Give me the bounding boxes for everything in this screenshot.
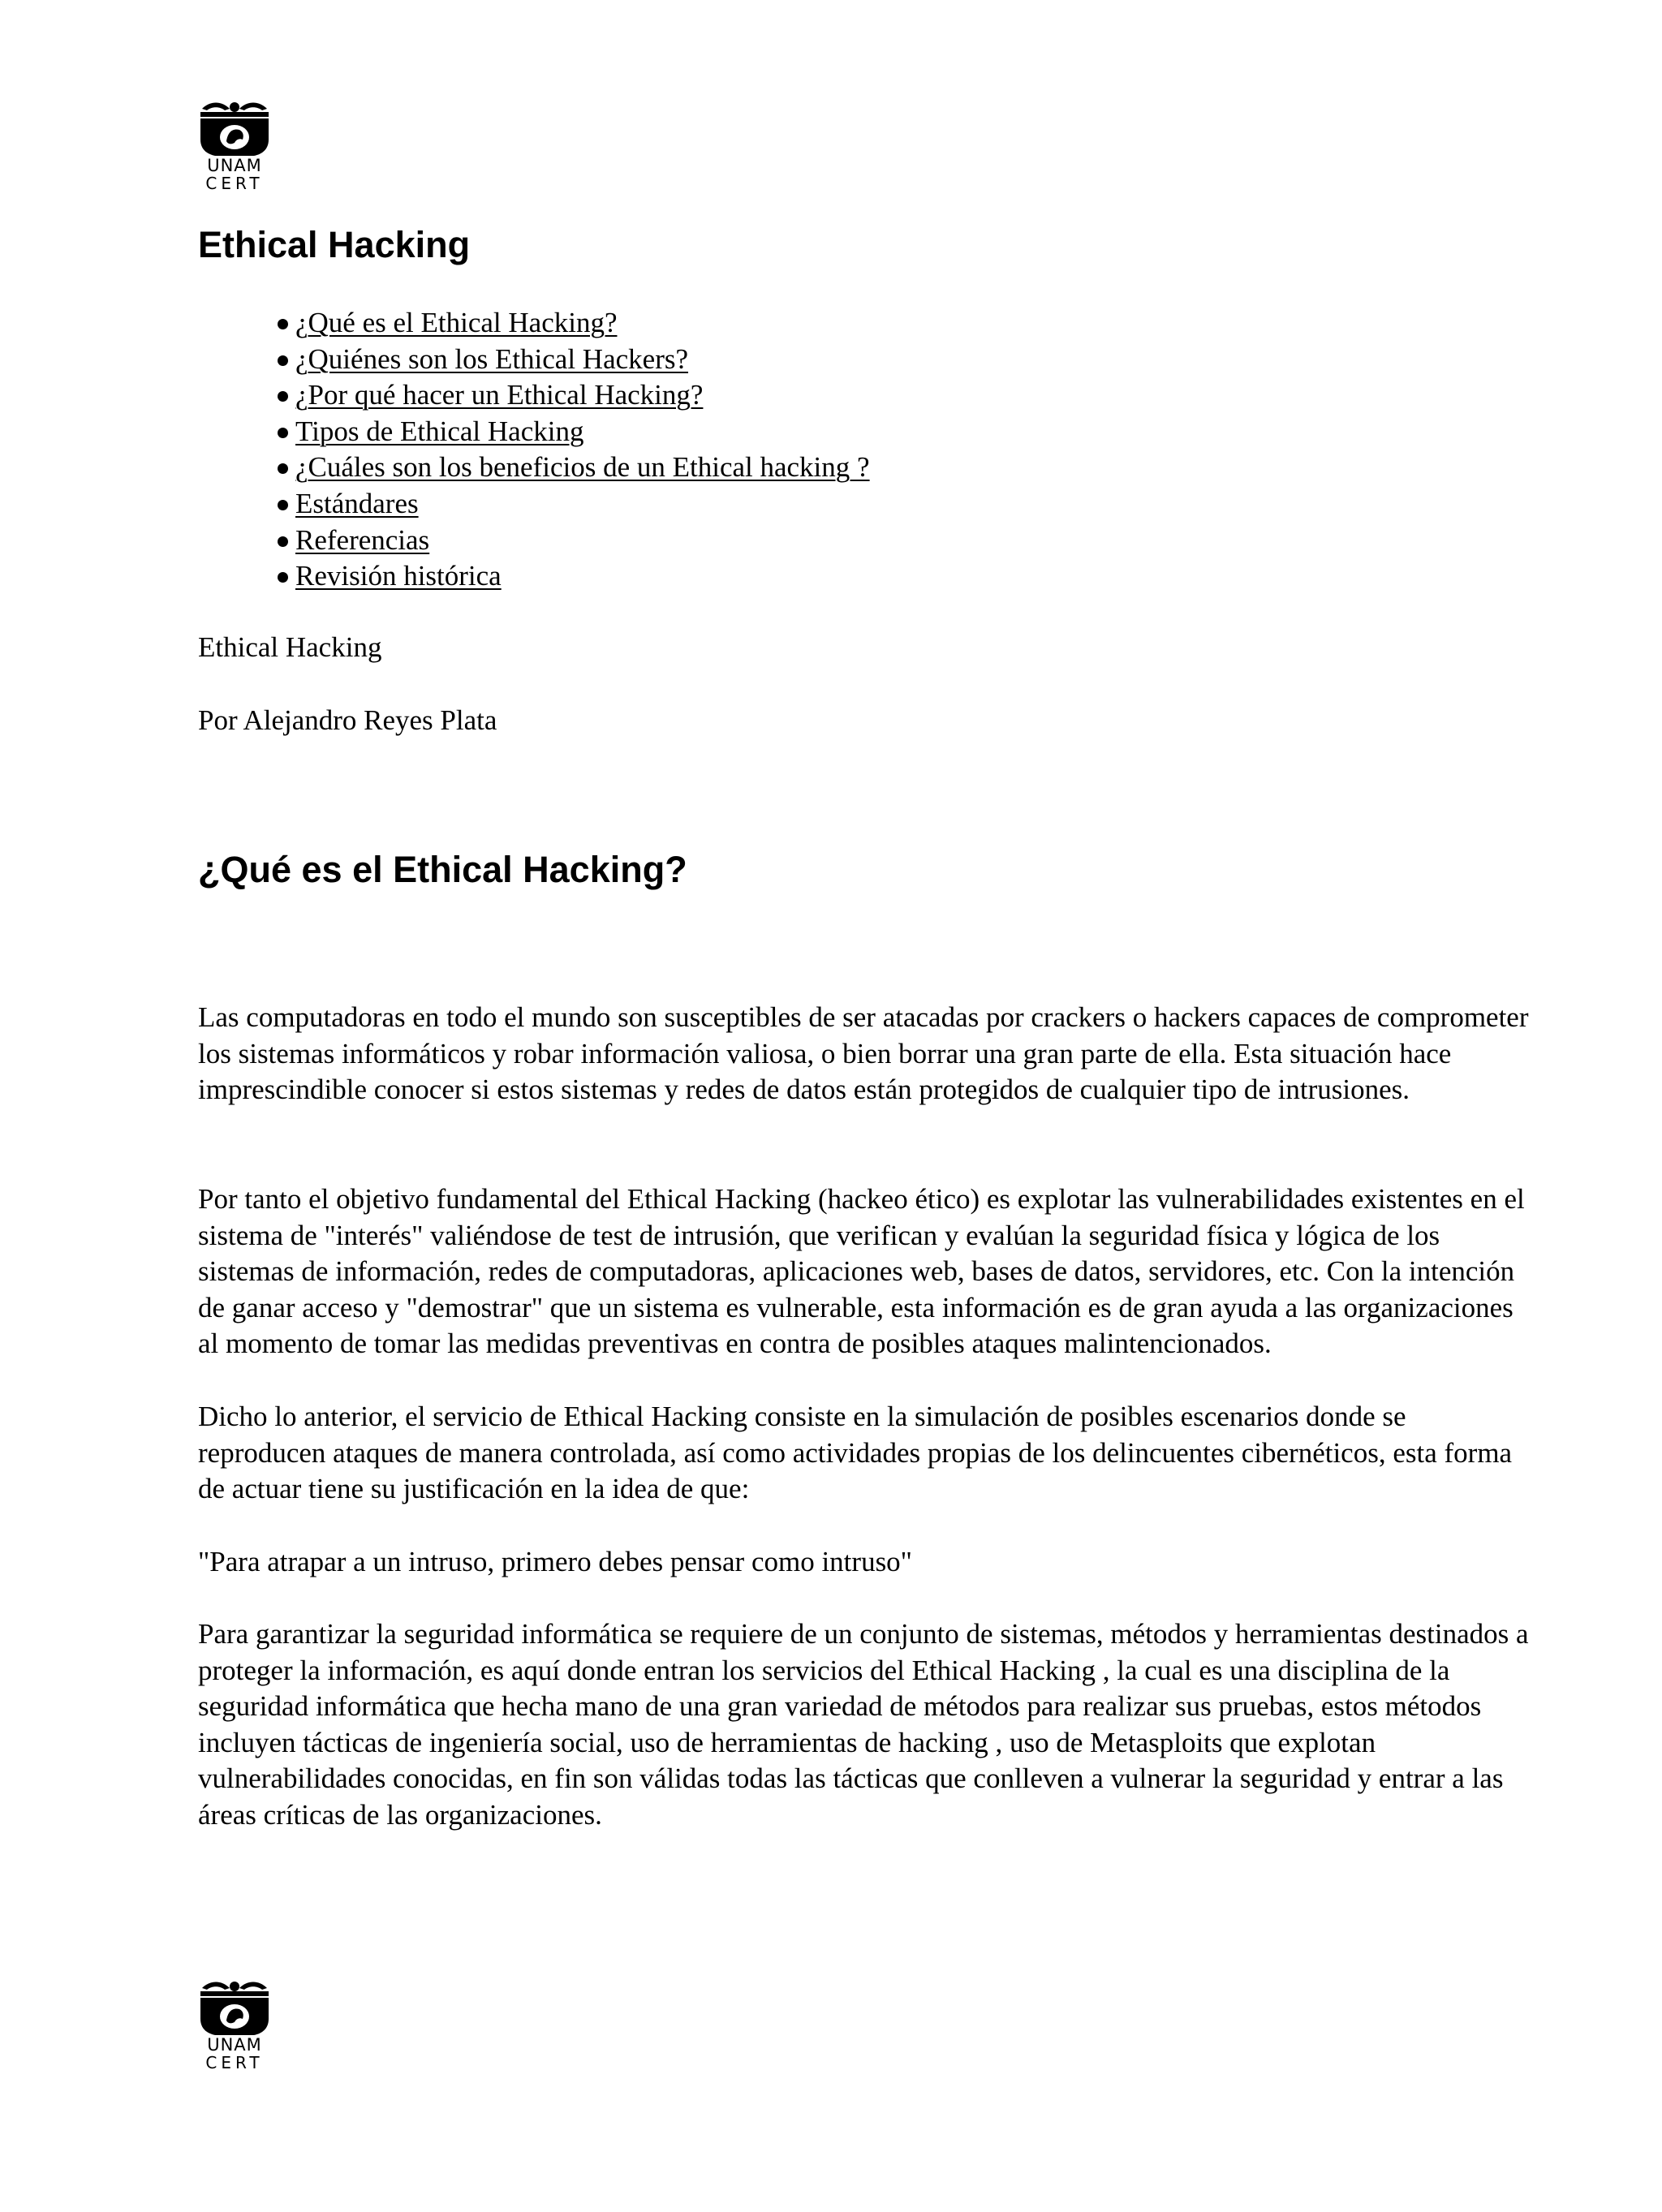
paragraph-3: Dicho lo anterior, el servicio de Ethical Hacking consiste en la simulación de posibles escenarios donde se reproducen ataques de manera controlada, así como actividades propias de los delincuentes cibernéticos, esta forma de actuar tiene su justificación en la idea de que:: [198, 1401, 1513, 1505]
unam-cert-emblem-icon: [197, 99, 272, 193]
unam-cert-emblem-icon: [197, 1978, 272, 2072]
toc-item: [276, 523, 870, 559]
toc-link-tipos[interactable]: Tipos de Ethical Hacking: [295, 415, 584, 447]
logo-text-cert: CERT: [205, 2053, 264, 2072]
document-subtitle: Ethical Hacking: [198, 631, 382, 663]
toc-link-revision-historica[interactable]: Revisión histórica: [295, 560, 502, 592]
toc-item: [276, 450, 870, 486]
logo-text-unam: UNAM: [207, 156, 262, 175]
paragraph-2: Por tanto el objetivo fundamental del Ethical Hacking (hackeo ético) es explotar las vulnerabilidades existentes en el sistema de "interés" valiéndose de test de intrusión, que verifican y evalúan la seguridad física y lógica de los sistemas de información, redes de computadoras, aplicaciones web, bases de datos, servidores, etc. Con la intención de ganar acceso y "demostrar" que un sistema es vulnerable, esta información es de gran ayuda a las organizaciones al momento de tomar las medidas preventivas en contra de posibles ataques malintencionados.: [198, 1183, 1525, 1360]
paragraph-4: Para garantizar la seguridad informática se requiere de un conjunto de sistemas, métodos y herramientas destinados a proteger la información, es aquí donde entran los servicios del Ethical Hacking , la cual es una disciplina de la seguridad informática que hecha mano de una gran variedad de métodos para realizar sus pruebas, estos métodos incluyen tácticas de ingeniería social, uso de herramientas de hacking , uso de Metasploits que explotan vulnerabilidades conocidas, en fin son válidas todas las tácticas que conlleven a vulnerar la seguridad y entrar a las áreas críticas de las organizaciones.: [198, 1618, 1529, 1831]
toc-item: [276, 486, 870, 523]
toc-link-estandares[interactable]: Estándares: [295, 487, 419, 519]
paragraph-1: Las computadoras en todo el mundo son susceptibles de ser atacadas por crackers o hackers capaces de comprometer los sistemas informáticos y robar información valiosa, o bien borrar una gran parte de ella. Esta situación hace imprescindible conocer si estos sistemas y redes de datos están protegidos de cualquier tipo de intrusiones.: [198, 1001, 1529, 1106]
logo-text-unam: UNAM: [207, 2035, 262, 2055]
toc-item: [276, 377, 870, 414]
unam-cert-logo-top: [197, 99, 272, 193]
section-heading-que-es: ¿Qué es el Ethical Hacking?: [198, 849, 687, 890]
toc-item: [276, 305, 870, 342]
page-title: Ethical Hacking: [198, 224, 471, 265]
toc-link-beneficios[interactable]: ¿Cuáles son los beneficios de un Ethical hacking ?: [295, 451, 870, 484]
toc-link-por-que[interactable]: ¿Por qué hacer un Ethical Hacking?: [295, 379, 704, 411]
logo-text-cert: CERT: [205, 174, 264, 193]
toc-link-que-es[interactable]: ¿Qué es el Ethical Hacking?: [295, 307, 618, 338]
toc-item: [276, 414, 870, 450]
toc-item: [276, 558, 870, 595]
toc-link-quienes-son[interactable]: ¿Quiénes son los Ethical Hackers?: [295, 342, 689, 375]
toc-item: [276, 342, 870, 378]
unam-cert-logo-bottom: [197, 1978, 272, 2072]
quote: "Para atrapar a un intruso, primero debes pensar como intruso": [198, 1546, 912, 1577]
author-line: Por Alejandro Reyes Plata: [198, 704, 497, 736]
toc-link-referencias[interactable]: Referencias: [295, 523, 430, 556]
table-of-contents: [276, 305, 870, 595]
